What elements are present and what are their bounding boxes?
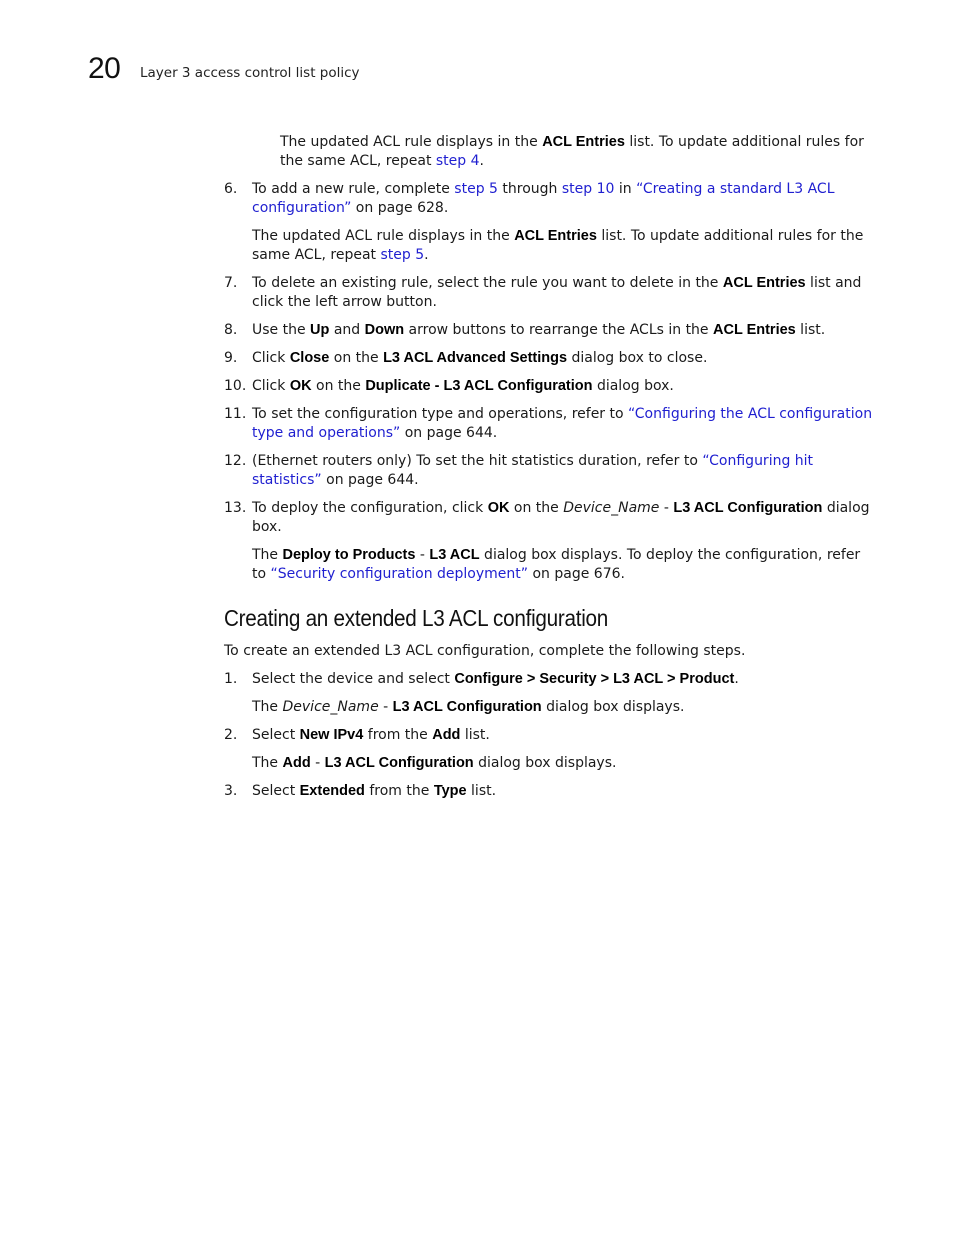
link-step-5[interactable]: step 5 [454,181,498,197]
link-creating-standard-l3-acl[interactable]: “Creating a standard L3 ACL configuration” [252,181,835,216]
step-7: 7. To delete an existing rule, select the rule you want to delete in the ACL Entries list and click the left arrow button. [224,275,862,310]
link-configuring-hit-statistics[interactable]: “Configuring hit statistics” [252,453,814,488]
step-11: 11. To set the configuration type and operations, refer to “Configuring the ACL configuration type and operations” on page 644. [224,406,873,441]
ext-step-1: 1. Select the device and select Configure > Security > L3 ACL > Product. The Device_Name - L3 ACL Configuration dialog box displays. [224,671,739,715]
ext-step-2: 2. Select New IPv4 from the Add list. The Add - L3 ACL Configuration dialog box displays. [224,727,617,771]
page-content [224,133,874,810]
link-step-10[interactable]: step 10 [561,181,615,197]
step-9: 9. Click Close on the L3 ACL Advanced Settings dialog box to close. [224,350,708,366]
chapter-title: Layer 3 access control list policy [140,65,360,81]
link-security-config-deployment[interactable]: “Security configuration deployment” [270,566,529,582]
step-12: 12. (Ethernet routers only) To set the hit statistics duration, refer to “Configuring hit statistics” on page 644. [224,453,814,488]
ext-step-3: 3. Select Extended from the Type list. [224,783,497,799]
link-configuring-acl-type[interactable]: “Configuring the ACL configuration type and operations” [252,406,873,441]
link-step-5-repeat[interactable]: step 5 [380,247,425,263]
step-6: 6. To add a new rule, complete step 5 through step 10 in “Creating a standard L3 ACL configuration” on page 628. The updated ACL rule displays in the ACL Entries list. To update additional rules for the same ACL, repeat step 5. [224,181,864,263]
section-intro: To create an extended L3 ACL configuration, complete the following steps. [224,643,746,659]
continued-note: The updated ACL rule displays in the ACL Entries list. To update additional rules for the same ACL, repeat step 4. [280,134,864,169]
section-heading: Creating an extended L3 ACL configuration [224,605,609,631]
step-8: 8. Use the Up and Down arrow buttons to rearrange the ACLs in the ACL Entries list. [224,322,826,338]
chapter-number: 20 [88,52,121,85]
step-10: 10. Click OK on the Duplicate - L3 ACL Configuration dialog box. [224,378,674,394]
step-13: 13. To deploy the configuration, click OK on the Device_Name - L3 ACL Configuration dialog box. The Deploy to Products - L3 ACL dialog box displays. To deploy the configuration, refer to “Security configuration deployment” on page 676. [224,500,870,582]
link-step-4[interactable]: step 4 [435,153,480,169]
